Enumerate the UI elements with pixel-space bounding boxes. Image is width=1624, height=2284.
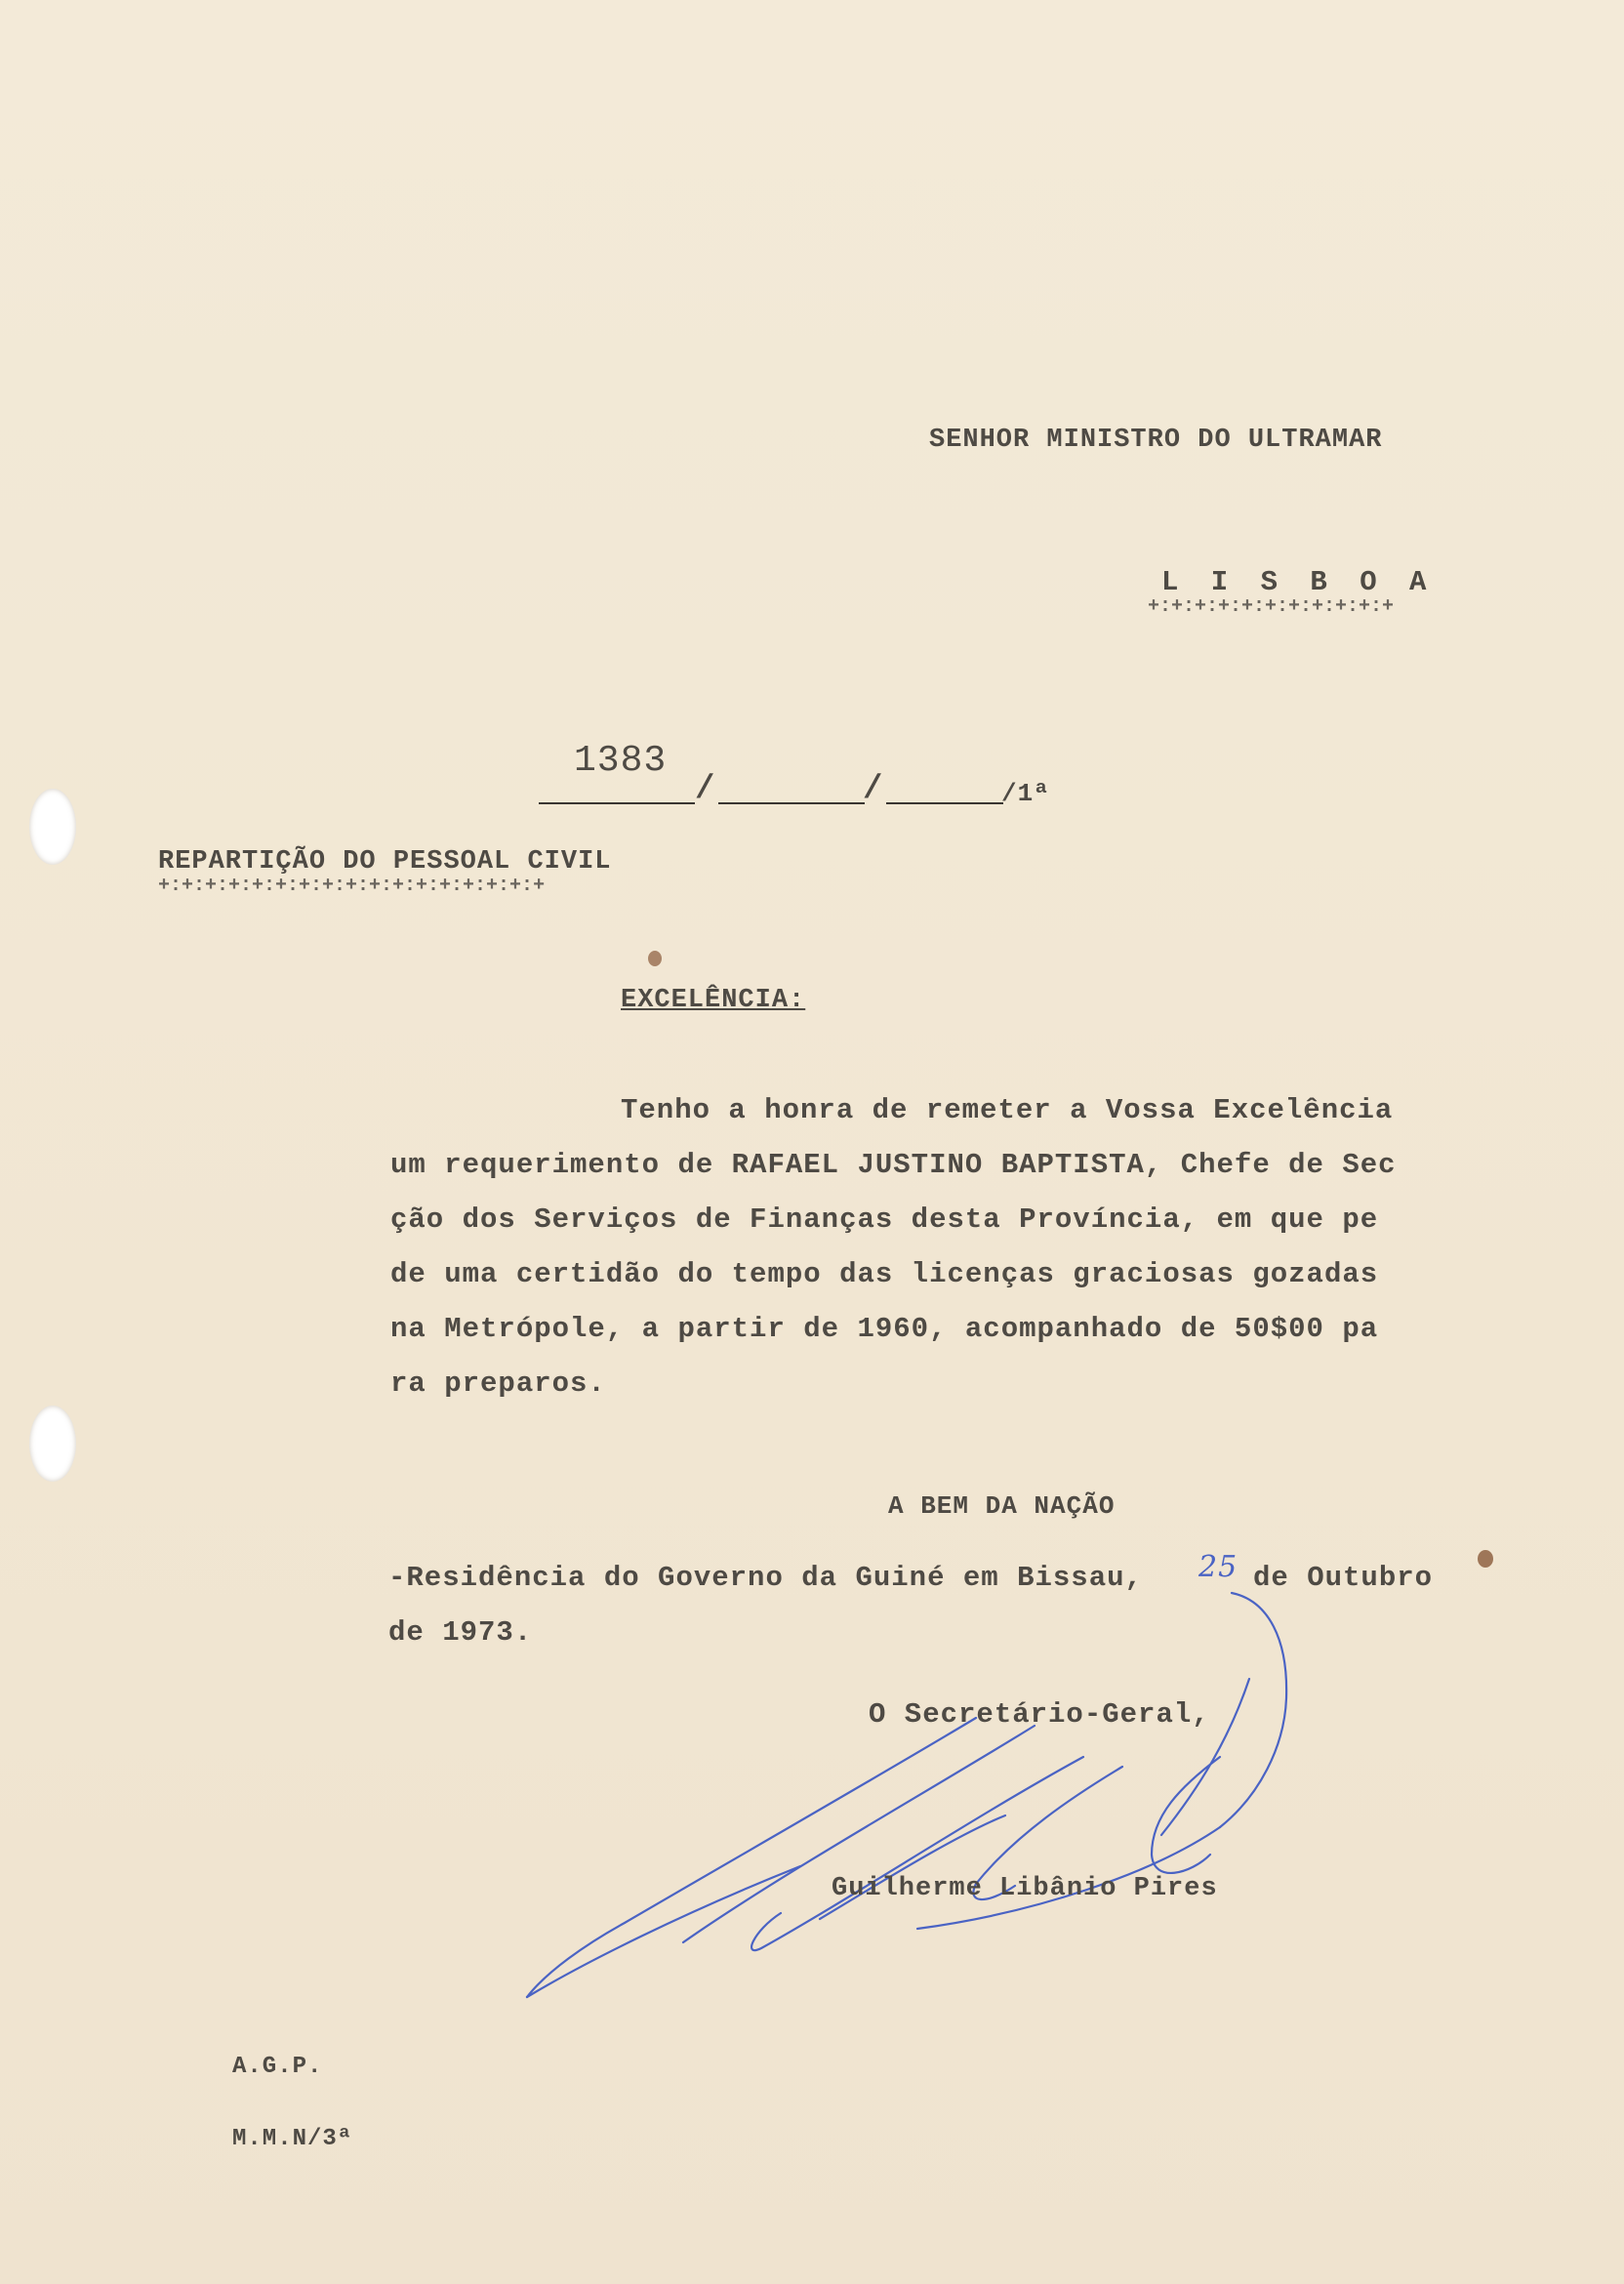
place-line: -Residência do Governo da Guiné em Bissau, (388, 1562, 1143, 1594)
punch-hole-top (29, 789, 76, 865)
reference-line-3 (886, 802, 1003, 804)
salutation: EXCELÊNCIA: (621, 986, 806, 1015)
body-line: de uma certidão do tempo das licenças graciosas gozadas (390, 1258, 1379, 1290)
body-line: ção dos Serviços de Finanças desta Província, em que pe (390, 1203, 1379, 1236)
reference-suffix: /1ª (1001, 779, 1050, 808)
reference-line-2 (718, 802, 865, 804)
department-underline: +:+:+:+:+:+:+:+:+:+:+:+:+:+:+:+:+ (158, 875, 546, 897)
motto: A BEM DA NAÇÃO (888, 1491, 1116, 1521)
reference-line-1 (539, 802, 695, 804)
department-name: REPARTIÇÃO DO PESSOAL CIVIL (158, 847, 612, 877)
city: L I S B O A (1161, 566, 1435, 598)
footer-initials-2: M.M.N/3ª (232, 2126, 353, 2152)
body-line: um requerimento de RAFAEL JUSTINO BAPTISTA, Chefe de Sec (390, 1149, 1397, 1181)
signatory-title: O Secretário-Geral, (869, 1698, 1210, 1731)
reference-separator-1: / (695, 771, 716, 808)
city-underline: +:+:+:+:+:+:+:+:+:+:+ (1148, 595, 1395, 618)
closing-month: de Outubro (1253, 1562, 1434, 1594)
signatory-name: Guilherme Libânio Pires (832, 1874, 1218, 1903)
body-line: ra preparos. (390, 1367, 606, 1400)
footer-initials-1: A.G.P. (232, 2054, 323, 2080)
punch-hole-bottom (29, 1406, 76, 1482)
closing-year: de 1973. (388, 1616, 533, 1649)
reference-number: 1383 (574, 740, 668, 782)
body-paragraph (390, 1083, 1454, 1411)
body-line: Tenho a honra de remeter a Vossa Excelência (621, 1094, 1394, 1126)
recipient-title: SENHOR MINISTRO DO ULTRAMAR (929, 426, 1383, 455)
reference-separator-2: / (863, 771, 884, 808)
ink-spot (648, 951, 662, 966)
ink-spot (1478, 1550, 1493, 1568)
body-line: na Metrópole, a partir de 1960, acompanhado de 50$00 pa (390, 1313, 1379, 1345)
handwritten-day: 25 (1198, 1550, 1238, 1584)
